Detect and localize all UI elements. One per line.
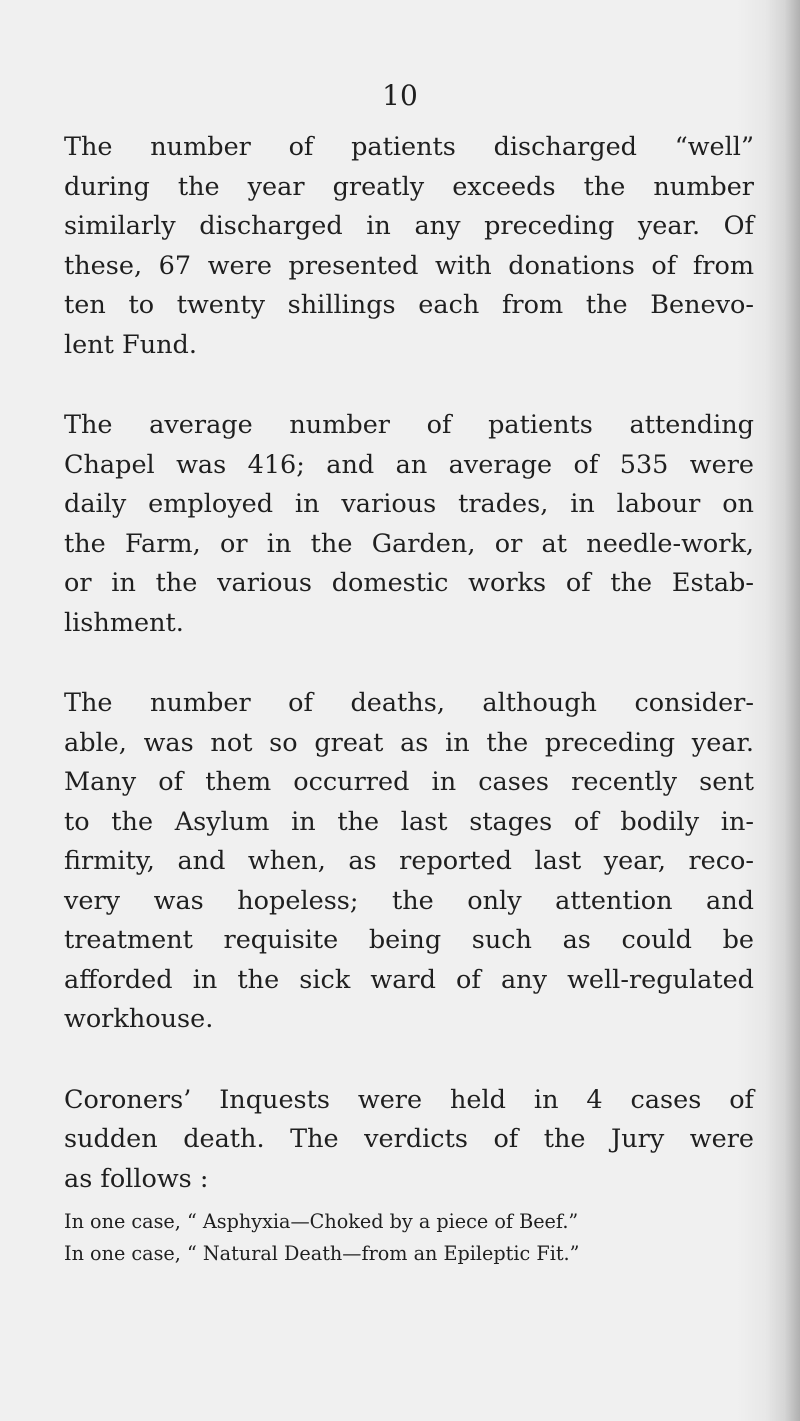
- text-line: similarly discharged in any preceding year. Of: [64, 211, 754, 241]
- paragraph-deaths: [64, 684, 754, 1040]
- text-line: to the Asylum in the last stages of bodily in-: [64, 806, 754, 837]
- text-line: Chapel was 416; and an average of 535 were: [64, 449, 754, 480]
- text-line: lent Fund.: [64, 329, 197, 360]
- paragraph-discharged: [64, 128, 754, 365]
- text-line: the Farm, or in the Garden, or at needle-work,: [64, 528, 754, 559]
- text-line: workhouse.: [64, 1004, 214, 1034]
- verdict-item: In one case, “ Natural Death—from an Epileptic Fit.”: [64, 1241, 580, 1265]
- text-line: The number of patients discharged “well”: [64, 132, 754, 162]
- verdict-item: In one case, “ Asphyxia—Choked by a piece of Beef.”: [64, 1210, 579, 1233]
- body-text: [64, 128, 754, 1269]
- text-line: able, was not so great as in the preceding year.: [64, 727, 754, 758]
- text-line: Many of them occurred in cases recently sent: [64, 767, 754, 797]
- paragraph-attendance: [64, 406, 754, 643]
- text-line: during the year greatly exceeds the number: [64, 171, 754, 202]
- text-line: lishment.: [64, 607, 184, 638]
- text-line: ten to twenty shillings each from the Benevo-: [64, 290, 754, 320]
- text-line: very was hopeless; the only attention and: [64, 885, 754, 916]
- text-line: The number of deaths, although consider-: [64, 688, 754, 718]
- text-line: sudden death. The verdicts of the Jury were: [64, 1124, 754, 1154]
- paragraph-inquests: [64, 1081, 754, 1200]
- text-line: afforded in the sick ward of any well-regulated: [64, 964, 754, 995]
- text-line: firmity, and when, as reported last year, reco-: [64, 846, 754, 876]
- text-line: Coroners’ Inquests were held in 4 cases of: [64, 1084, 754, 1115]
- text-line: daily employed in various trades, in labour on: [64, 489, 754, 519]
- page-edge-shadow: [766, 0, 800, 1421]
- text-line: The average number of patients attending: [64, 410, 754, 440]
- text-line: treatment requisite being such as could be: [64, 925, 754, 955]
- text-line: these, 67 were presented with donations of from: [64, 250, 754, 281]
- text-line: as follows :: [64, 1163, 209, 1194]
- text-line: or in the various domestic works of the Estab-: [64, 568, 754, 598]
- verdict-list: [64, 1206, 754, 1269]
- page-number: 10: [382, 79, 418, 112]
